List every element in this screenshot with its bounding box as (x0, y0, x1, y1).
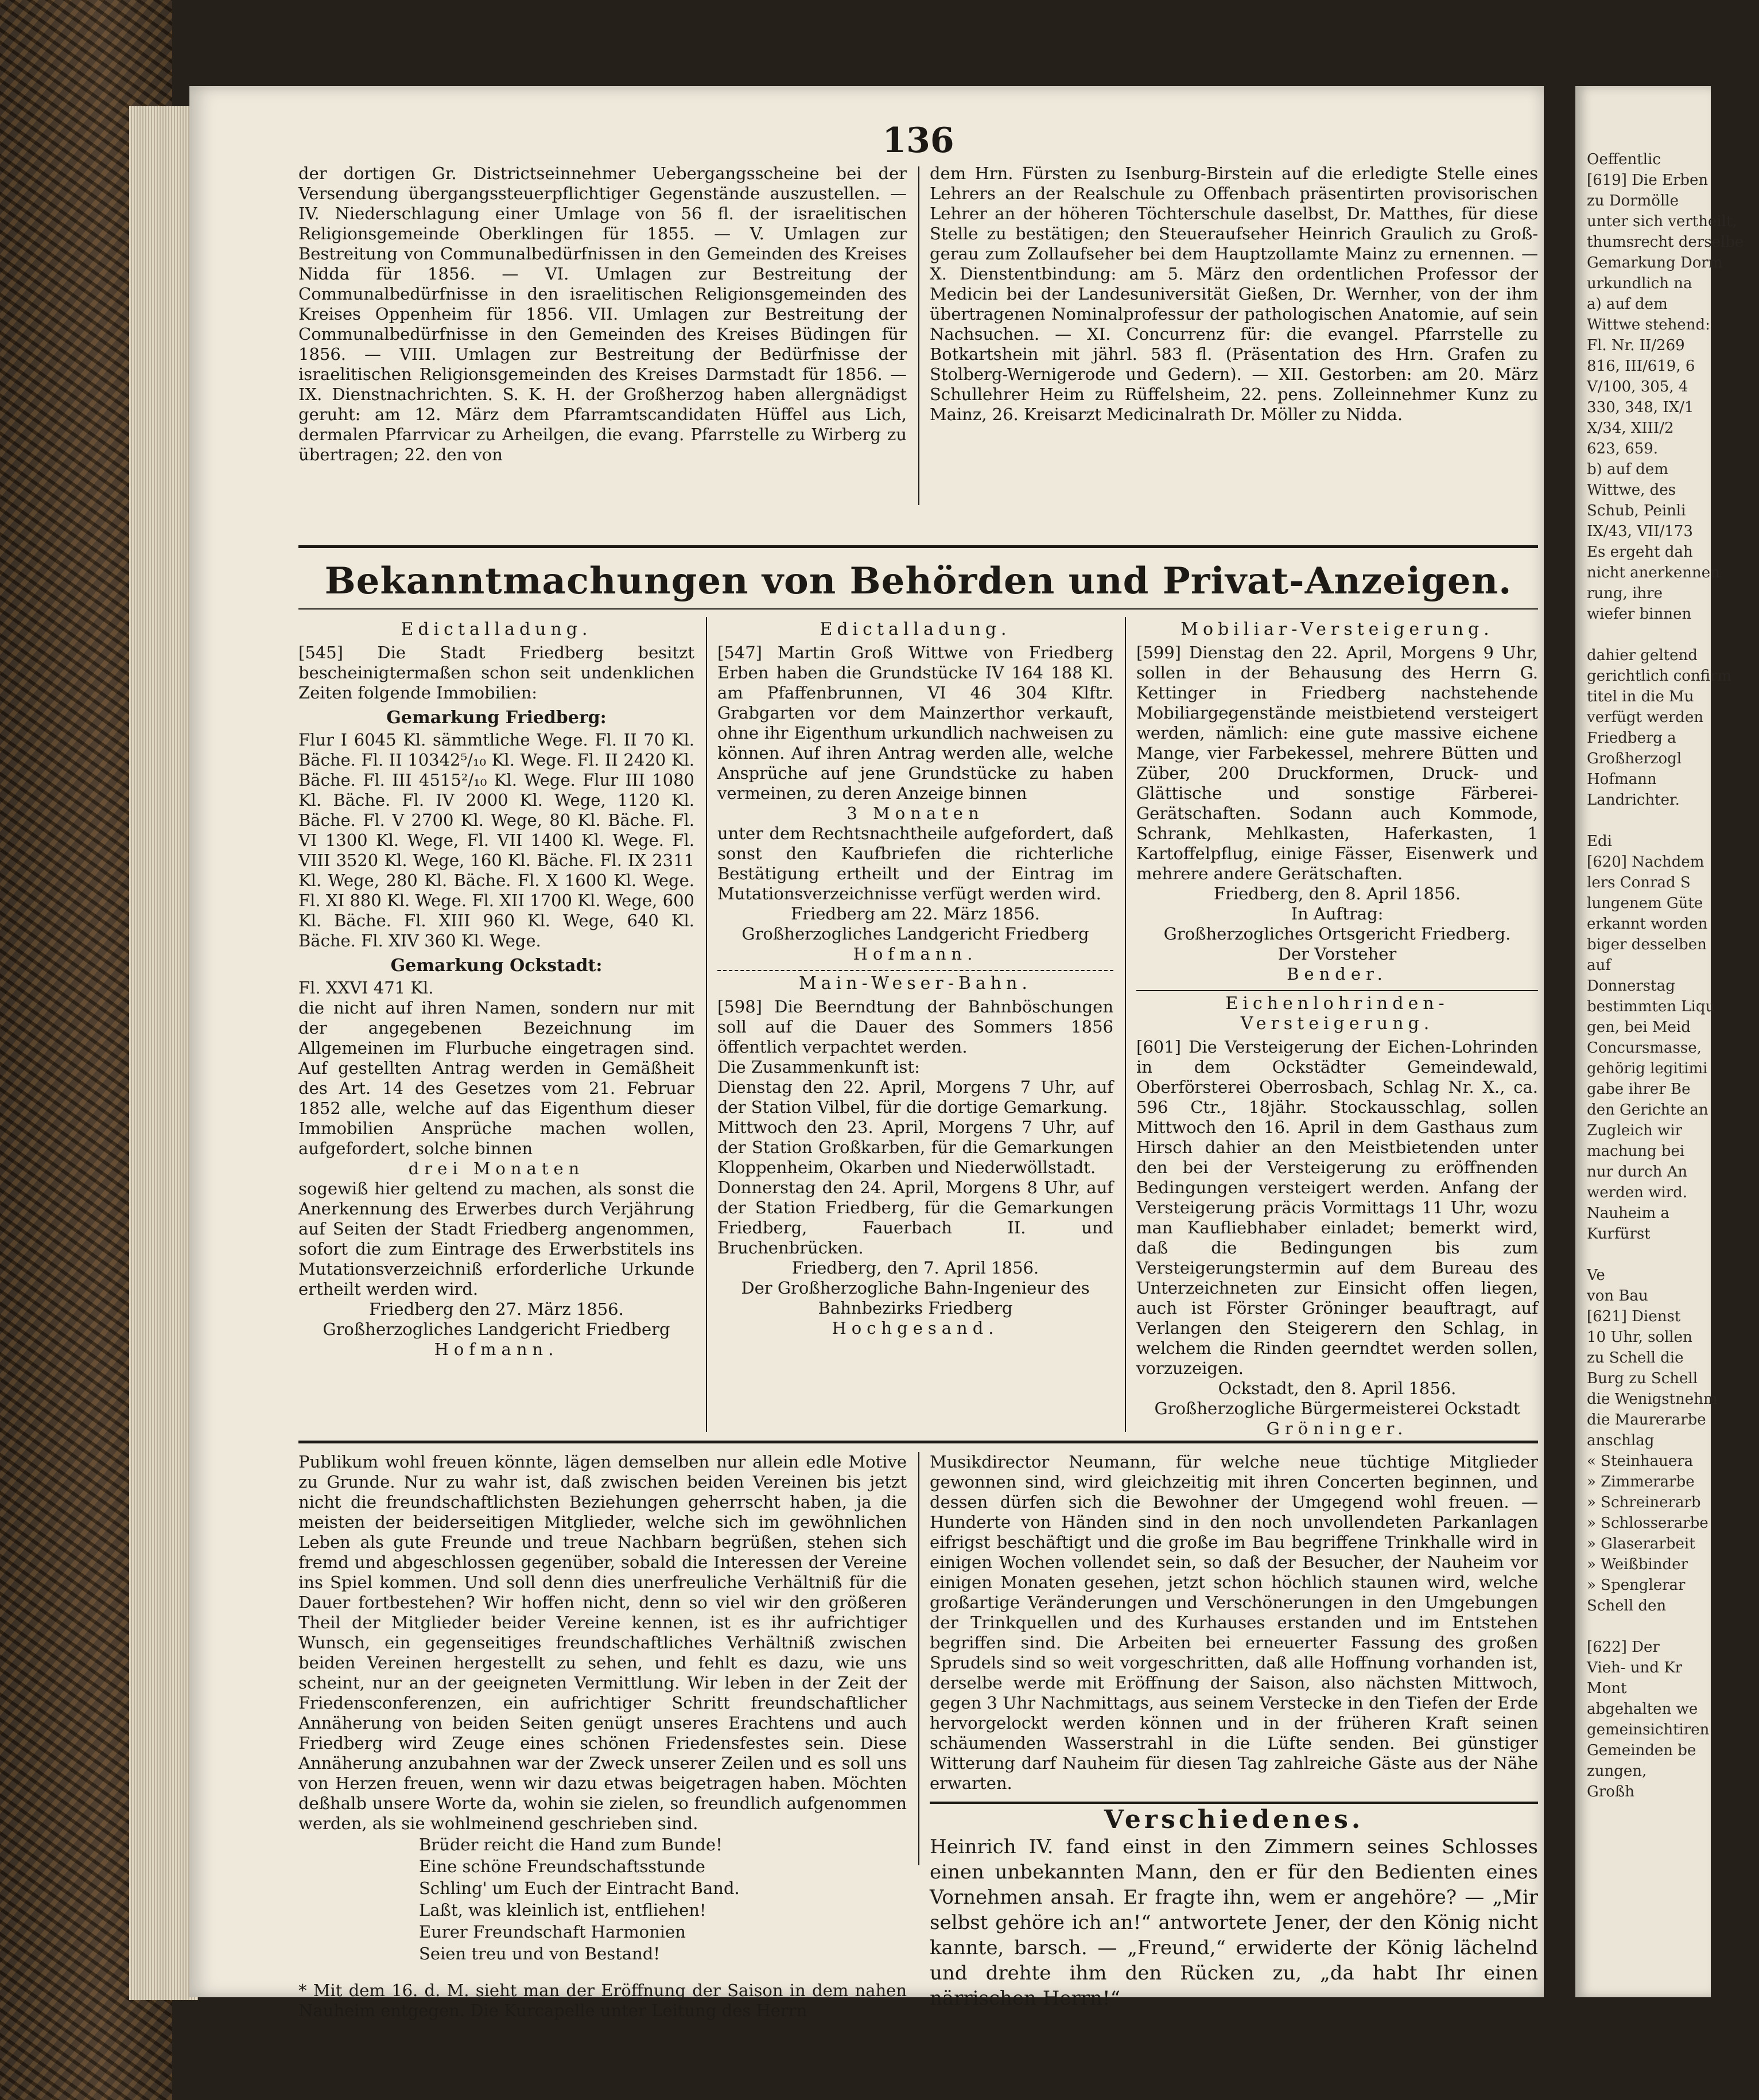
bottom-right-column (930, 1452, 1538, 2011)
ad-column-1 (298, 617, 694, 1360)
ad-text: Fl. XXVI 471 Kl. (298, 978, 434, 997)
ad-date: Friedberg am 22. März 1856. (790, 904, 1040, 923)
ad-title: Edictalladung. (820, 619, 1011, 639)
ad-text: Donnerstag den 24. April, Morgens 8 Uhr, auf der Station Friedberg, für die Gemarkungen Friedberg, Fauerbach II. und Bruchenbrücken. (717, 1178, 1113, 1257)
ad-date: Friedberg den 27. März 1856. (369, 1299, 624, 1319)
ad-signature: Hofmann. (434, 1340, 559, 1359)
ad-text: [547] Martin Groß Wittwe von Friedberg Erben haben die Grundstücke IV 164 188 Kl. am Pfaffenbrunnen, VI 46 304 Klftr. Grabgarten vor dem Mainzerthor verkauft, ohne ihr Eigenthum urkundlich nachweisen zu können. Auf ihren Antrag werden alle, welche Ansprüche auf jene Grundstücke zu haben vermeinen, zu deren Anzeige binnen (717, 643, 1113, 803)
article-text: Publikum wohl freuen könnte, lägen demselben nur allein edle Motive zu Grunde. Nur zu wahr ist, daß zwischen beiden Vereinen bis jetzt nicht die freundschaftlichsten Beziehungen geherrscht haben, ja die meisten der beiderseitigen Mitglieder, welche sich im gewöhnlichen Leben als gute Freunde und treue Nachbarn begrüßen, stehen sich fremd und abgeschlossen gegenüber, sobald die Interessen der Vereine ins Spiel kommen. Und soll denn dies unerfreuliche Verhältniß für die Dauer fortbestehen? Wir hoffen nicht, denn so viel wir den größeren Theil der Mitglieder beider Vereine kennen, ist es ihr aufrichtiger Wunsch, ein gegenseitiges freundschaftliches Verhältniß zwischen beiden Vereinen hergestellt zu sehen, und fehlt es dazu, wie uns scheint, nur an der geeigneten Vermittlung. Wir leben in der Zeit der Friedensconferenzen, ein aufrichtiger Schritt freundschaftlicher Annäherung von beiden Seiten genügt unseres Erachtens und auch Friedberg wird Zeuge eines schönen Friedensfestes sein. Diese Annäherung anzubahnen war der Zweck unserer Zeilen und es soll uns von Herzen freuen, wenn wir dazu etwas beigetragen haben. Möchten deßhalb unsere Worte da, wohin sie zielen, so freundlich aufgenommen werden, als sie wohlmeinend geschrieben sind. (298, 1452, 907, 1833)
facing-page-text: Oeffentlic [619] Die Erben zu Dormölle unter sich vertheilt, thumsrecht derselbe Gemarkung Dorm urkundlich na a) auf dem Wittwe stehend: Fl. Nr. II/269 816, III/619, 6 V/100, 305, 4 330, 348, IX/1 X/34, XIII/2 623, 659. b) auf dem Wittwe, des Schub, Peinli IX/43, VII/173 Es ergeht dah nicht anerkennen rung, ihre wiefer binnen dahier geltend gerichtlich confirm titel in die Mu verfügt werden Friedberg a Großherzogl Hofmann Landrichter. Edi [620] Nachdem lers Conrad S lungenem Güte erkannt worden biger desselben auf Donnerstag bestimmten Liqu gen, bei Meid Concursmasse, gehörig legitimi gabe ihrer Be den Gerichte an Zugleich wir machung bei nur durch An werden wird. Nauheim a Kurfürst Ve von Bau [621] Dienst 10 Uhr, sollen zu Schell die Burg zu Schell die Wenigstnehm die Maurerarbe anschlag « Steinhauera » Zimmerarbe » Schreinerarb » Schlosserarbe » Glaserarbeit » Weißbinder » Spenglerar Schell den [622] Der Vieh- und Kr Mont abgehalten we gemeinsichtiren Gemeinden be zungen, Großh (1587, 151, 1744, 1800)
ad-signature: Der Vorsteher (1277, 944, 1397, 964)
ad-signature: Großherzogliches Landgericht Friedberg (323, 1319, 670, 1339)
miscellany-text: Heinrich IV. fand einst in den Zimmern seines Schlosses einen unbekannten Mann, den er für den Bedienten eines Vornehmen ansah. Er fragte ihn, wem er angehöre? — „Mir selbst gehöre ich an!“ antwortete Jener, der den König nicht kannte, barsch. — „Freund,“ erwiderte der König lächelnd und drehte ihm den Rücken zu, „da habt Ihr einen närrischen Herrn!“ (930, 1835, 1538, 2010)
ad-column-divider (1125, 617, 1126, 1432)
ad-text: Die Zusammenkunft ist: (717, 1057, 920, 1077)
ad-signature: Der Großherzogliche Bahn-Ingenieur des Bahnbezirks Friedberg (741, 1278, 1090, 1318)
section-heading: Bekanntmachungen von Behörden und Privat-Anzeigen. (324, 560, 1512, 603)
ad-signature: Großherzogliches Ortsgericht Friedberg. (1163, 924, 1511, 944)
ad-date: Friedberg, den 8. April 1856. (1213, 884, 1461, 903)
poem-line: Eurer Freundschaft Harmonien (419, 1922, 686, 1942)
ad-signature: Gröninger. (1266, 1419, 1408, 1438)
poem (298, 1834, 907, 1965)
article-text: Musikdirector Neumann, für welche neue tüchtige Mitglieder gewonnen sind, wird gleichzeitig mit ihren Concerten beginnen, und dessen dürfen sich die Bewohner der Umgegend wohl freuen. — Hunderte von Händen sind in den noch unvollendeten Parkanlagen eifrigst beschäftigt und die große im Bau begriffene Trinkhalle wird in einigen Wochen vollendet sein, so daß der Besucher, der Nauheim vor einigen Monaten gesehen, jetzt schon höchlich staunen wird, welche großartige Veränderungen und Verschönerungen in den Umgebungen der Trinkquellen und des Kurhauses erstanden und im Entstehen begriffen sind. Die Arbeiten bei erneuerter Fassung des großen Sprudels sind so weit vorgeschritten, daß alle Hoffnung vorhanden ist, derselbe werde mit Eröffnung der Saison, also nächsten Mittwoch, gegen 3 Uhr Nachmittags, aus seinem Verstecke in den Tiefen der Erde hervorgelockt werden können und in der früheren Kraft seinen schäumenden Wasserstrahl in die Lüfte senden. Bei günstiger Witterung darf Nauheim für diesen Tag zahlreiche Gäste aus der Nähe erwarten. (930, 1452, 1538, 1793)
ad-title: Main-Weser-Bahn. (799, 973, 1032, 993)
ad-title: Eichenlohrinden-Versteigerung. (1225, 993, 1449, 1034)
ad-text: [601] Die Versteigerung der Eichen-Lohrinden in dem Ockstädter Gemeindewald, Oberförsterei Oberrosbach, Schlag Nr. X., ca. 596 Ctr., 18jähr. Stockausschlag, sollen Mittwoch den 16. April in dem Gasthaus zum Hirsch dahier an den Meistbietenden unter den bei der Versteigerung zu eröffnenden Bedingungen versteigert werden. Anfang der Versteigerung präcis Vormittags 11 Uhr, wozu man Kaufliebhaber einladet; bemerkt wird, daß die Bedingungen bis zum Versteigerungstermin auf dem Bureau des Unterzeichneten zur Einsicht offen liegen, auch ist Förster Gröninger beauftragt, auf Verlangen den Steigerern den Schlag, in welchem die Rinden geerndtet werden sollen, vorzuzeigen. (1136, 1037, 1538, 1378)
poem-line: Brüder reicht die Hand zum Bunde! (419, 1835, 723, 1854)
ad-text: [598] Die Beerndtung der Bahnböschungen soll auf die Dauer des Sommers 1856 öffentlich verpachtet werden. (717, 997, 1113, 1057)
bottom-column-divider (918, 1452, 919, 1865)
poem-line: Seien treu und von Bestand! (419, 1944, 661, 1963)
page-content (298, 118, 1538, 2020)
poem-line: Schling' um Euch der Eintracht Band. (419, 1878, 740, 1898)
ad-text: Flur I 6045 Kl. sämmtliche Wege. Fl. II 70 Kl. Bäche. Fl. II 10342⁵/₁₀ Kl. Wege. Fl. II 2420 Kl. Bäche. Fl. III 4515²/₁₀ Kl. Wege. Flur III 1080 Kl. Bäche. Fl. IV 2000 Kl. Wege, 1120 Kl. Bäche. Fl. V 2700 Kl. Wege, 80 Kl. Bäche. Fl. VI 1300 Kl. Wege, Fl. VII 1400 Kl. Wege. Fl. VIII 3520 Kl. Wege, 160 Kl. Bäche. Fl. IX 2311 Kl. Wege, 280 Kl. Bäche. Fl. X 1600 Kl. Wege. Fl. XI 880 Kl. Wege. Fl. XII 1700 Kl. Wege, 600 Kl. Bäche. Fl. XIII 960 Kl. Wege, 640 Kl. Bäche. Fl. XIV 360 Kl. Wege. (298, 730, 694, 950)
ad-signature: Großherzogliche Bürgermeisterei Ockstadt (1154, 1399, 1520, 1418)
top-left-column: der dortigen Gr. Districtseinnehmer Uebergangsscheine bei der Versendung übergangssteuerpflichtiger Gegenstände auszustellen. — IV. Niederschlagung einer Umlage von 56 fl. der israelitischen Religionsgemeinde Oberklingen für 1855. — V. Umlagen zur Bestreitung von Communalbedürfnissen in den Gemeinden des Kreises Nidda für 1856. — VI. Umlagen zur Bestreitung der Communalbedürfnisse in den israelitischen Religionsgemeinden des Kreises Oppenheim für 1856. VII. Umlagen zur Bestreitung der Communalbedürfnisse in den Gemeinden des Kreises Büdingen für 1856. — VIII. Umlagen zur Bestreitung der Bedürfnisse der israelitischen Religionsgemeinden des Kreises Darmstadt für 1856. — IX. Dienstnachrichten. S. K. H. der Großherzog haben allergnädigst geruht: am 12. März dem Pfarramtscandidaten Hüffel aus Lich, dermalen Pfarrvicar zu Arheilgen, die evang. Pfarrstelle zu Wirberg zu übertragen; 22. den von (298, 164, 907, 464)
top-right-column: dem Hrn. Fürsten zu Isenburg-Birstein auf die erledigte Stelle eines Lehrers an der Realschule zu Offenbach präsentirten provisorischen Lehrer an der höheren Töchterschule daselbst, Dr. Matthes, für diese Stelle zu bestätigen; den Steueraufseher Heinrich Graulich zu Groß-gerau zum Zollaufseher bei dem Hauptzollamte Mainz zu ernennen. — X. Dienstentbindung: am 5. März den ordentlichen Professor der Medicin bei der Landesuniversität Gießen, Dr. Wernher, von der ihm übertragenen Nominalprofessur der pathologischen Anatomie, auf sein Nachsuchen. — XI. Concurrenz für: die evangel. Pfarrstelle zu Botkartshein mit jährl. 583 fl. (Präsentation des Hrn. Grafen zu Stolberg-Wernigerode und Gedern). — XII. Gestorben: am 20. März Schullehrer Heim zu Rüffelsheim, 22. pens. Zolleinnehmer Kunz zu Mainz, 26. Kreisarzt Medicinalrath Dr. Möller zu Nidda. (930, 164, 1538, 424)
ad-text: unter dem Rechtsnachtheile aufgefordert, daß sonst den Kaufbriefen die richterliche Bestätigung ertheilt und der Eintrag im Mutationsverzeichnisse verfügt werden wird. (717, 824, 1113, 903)
ad-text: die nicht auf ihren Namen, sondern nur mit der angegebenen Bezeichnung im Allgemeinen im Flurbuche eingetragen sind. Auf gestellten Antrag werden in Gemäßheit des Art. 14 des Gesetzes vom 21. Februar 1852 alle, welche auf das Eigenthum dieser Immobilien Ansprüche machen wollen, aufgefordert, solche binnen (298, 998, 694, 1158)
newspaper-page (189, 86, 1544, 2020)
ad-text: [545] Die Stadt Friedberg besitzt bescheinigtermaßen schon seit undenklichen Zeiten folgende Immobilien: (298, 643, 694, 702)
poem-line: Eine schöne Freundschaftsstunde (419, 1857, 705, 1876)
ad-period: drei Monaten (408, 1159, 585, 1178)
ad-title: Mobiliar-Versteigerung. (1181, 619, 1494, 639)
top-column-divider (918, 166, 919, 505)
ad-date: Ockstadt, den 8. April 1856. (1218, 1379, 1457, 1398)
ad-text: Mittwoch den 23. April, Morgens 7 Uhr, auf der Station Großkarben, für die Gemarkungen Kloppenheim, Okarben und Niederwöllstadt. (717, 1117, 1113, 1177)
section-rule (930, 1802, 1538, 1804)
ad-subheading: Gemarkung Ockstadt: (390, 956, 603, 976)
heading-rule-bottom (298, 608, 1538, 610)
ad-signature: Hofmann. (853, 944, 978, 964)
footnote: * Mit dem 16. d. M. sieht man der Eröffnung der Saison in dem nahen Nauheim entgegen. Die Kurcapelle unter Leitung des Herrn (298, 1981, 907, 2020)
ad-period: 3 Monaten (847, 803, 984, 823)
ad-subheading: Gemarkung Friedberg: (386, 708, 607, 728)
ad-column-2 (717, 617, 1113, 1338)
bottom-section-rule (298, 1441, 1538, 1443)
ad-separator (1136, 990, 1538, 991)
bottom-left-column (298, 1452, 907, 2021)
ad-date: Friedberg, den 7. April 1856. (791, 1258, 1039, 1278)
ad-signature: Großherzogliches Landgericht Friedberg (741, 924, 1089, 944)
heading-rule-top (298, 545, 1538, 548)
ad-signature: In Auftrag: (1291, 904, 1384, 923)
ad-column-divider (706, 617, 707, 1432)
ad-separator (717, 970, 1113, 971)
ad-signature: Hochgesand. (832, 1318, 999, 1338)
page-edges (129, 106, 198, 2000)
page-number: 136 (882, 121, 954, 161)
facing-page-fragment (1575, 86, 1744, 1997)
ad-text: [599] Dienstag den 22. April, Morgens 9 Uhr, sollen in der Behausung des Herrn G. Kettinger in Friedberg nachstehende Mobiliargegenstände meistbietend versteigert werden, nämlich: eine gute massive eichene Mange, vier Farbekessel, mehrere Bütten und Züber, 200 Druckformen, Druck- und Glättische und sonstige Färberei-Gerätschaften. Sodann auch Kommode, Schrank, Mehlkasten, Haferkasten, 1 Kartoffelpflug, einige Fässer, Eisenwerk und mehrere andere Gerätschaften. (1136, 643, 1538, 883)
miscellany-title: Verschiedenes. (1104, 1805, 1364, 1834)
ad-text: sogewiß hier geltend zu machen, als sonst die Anerkennung des Erwerbes durch Verjährung auf Seiten der Stadt Friedberg angenommen, sofort die zum Eintrage des Erwerbstitels ins Mutationsverzeichniß erforderliche Urkunde ertheilt werden wird. (298, 1179, 694, 1299)
ad-title: Edictalladung. (401, 619, 592, 639)
ad-column-3 (1136, 617, 1538, 1439)
ad-signature: Bender. (1287, 964, 1388, 984)
ad-text: Dienstag den 22. April, Morgens 7 Uhr, auf der Station Vilbel, für die dortige Gemarkung. (717, 1077, 1113, 1117)
poem-line: Laßt, was kleinlich ist, entfliehen! (419, 1900, 706, 1920)
